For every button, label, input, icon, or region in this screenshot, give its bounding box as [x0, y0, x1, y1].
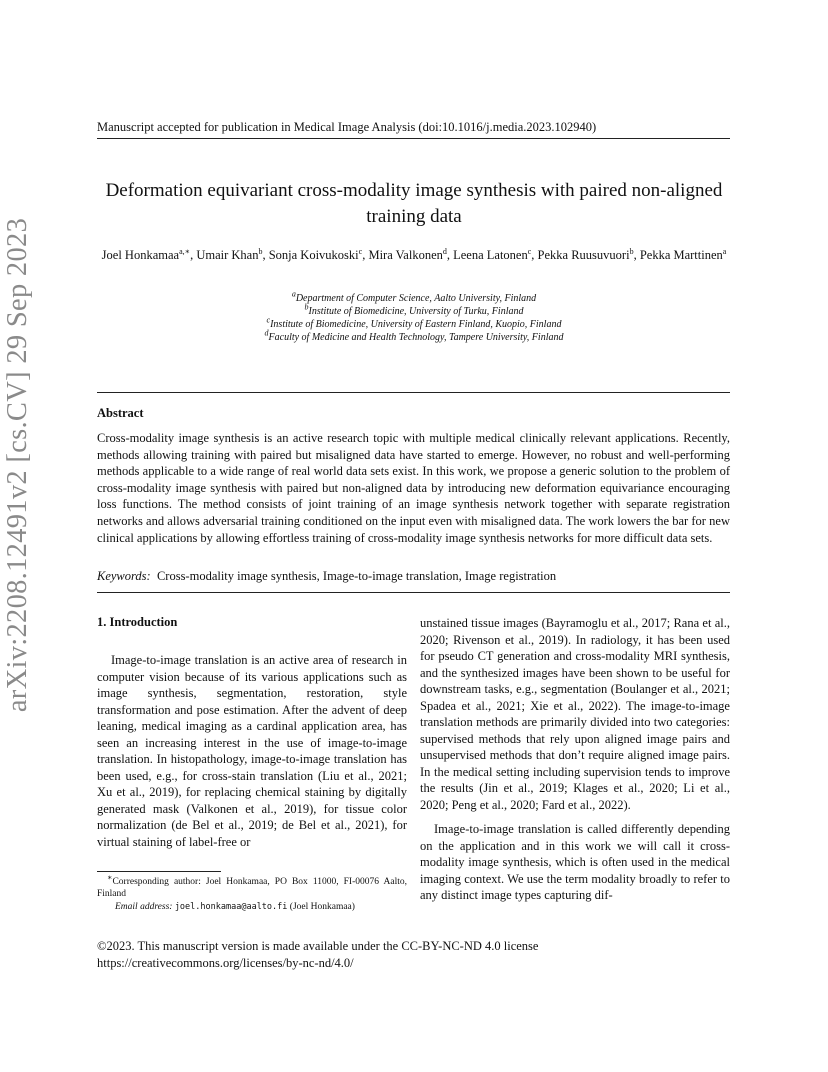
keywords-text: Cross-modality image synthesis, Image-to-image translation, Image registration [156, 569, 557, 583]
author-separator: , [362, 248, 369, 262]
footnote-mark: ∗ [107, 872, 113, 882]
affiliation-mark: c [266, 315, 271, 325]
abstract-heading: Abstract [97, 406, 144, 420]
author [640, 248, 727, 262]
author-separator: , [190, 248, 197, 262]
abstract-bottom-rule [97, 592, 730, 593]
keywords [97, 569, 730, 584]
author-separator: , [531, 248, 538, 262]
author-affiliation-mark: c [358, 246, 363, 256]
affiliation-list [97, 289, 731, 344]
author-separator: , [446, 248, 454, 262]
author-affiliation-mark: b [629, 246, 634, 256]
affiliation-mark: a [291, 289, 296, 299]
author [538, 248, 640, 262]
affiliation-mark: b [304, 302, 309, 312]
footnote-text: Corresponding author: Joel Honkamaa, PO Box 11000, FI-00076 Aalto, Finland [97, 877, 407, 899]
author-name: Mira Valkonen [368, 248, 443, 262]
author-affiliation-mark: b [258, 246, 263, 256]
paper-title: Deformation equivariant cross-modality image synthesis with paired non-aligned training data [105, 180, 723, 227]
author-name: Pekka Marttinen [639, 248, 723, 262]
journal-header: Manuscript accepted for publication in Medical Image Analysis (doi:10.1016/j.media.2023.102940) [97, 119, 730, 139]
affiliation [97, 302, 731, 318]
author-name: Pekka Ruusuvuori [537, 248, 630, 262]
author [453, 248, 537, 262]
license-line: ©2023. This manuscript version is made available under the CC-BY-NC-ND 4.0 license [97, 939, 539, 953]
intro-paragraph-1: Image-to-image translation is an active area of research in computer vision because of its various applications such as image synthesis, segmentation, restoration, style transformation and pose estimation. After the advent of deep leaning, medical imaging as a cardinal application area, has seen an increasing interest in the use of image-to-image translation. In histopathology, image-to-image translation has been used, e.g., for cross-stain translation (Liu et al., 2021; Xu et al., 2019), for replacing chemical staining by digitally generated mask (Valkonen et al., 2019), for tissue color normalization (de Bel et al., 2019; de Bel et al., 2021), for virtual staining of label-free or [97, 653, 407, 849]
footnote-rule [97, 871, 221, 872]
intro-paragraph-1-continued: unstained tissue images (Bayramoglu et al., 2017; Rana et al., 2020; Rivenson et al., 2019). In radiology, it has been used for pseudo CT generation and cross-modality MRI synthesis, and the synthesized images have been shown to be useful for downstream tasks, e.g., segmentation (Boulanger et al., 2021; Spadea et al., 2021; Xie et al., 2022). The image-to-image translation methods are primarily divided into two categories: supervised methods that rely upon aligned image pairs and unsupervised methods that don’t require aligned image pairs. In the medical setting including supervision tends to improve the results (Jin et al., 2019; Klages et al., 2020; Li et al., 2020; Peng et al., 2020; Fard et al., 2022). [420, 616, 730, 812]
affiliation [97, 289, 731, 305]
affiliation-text: Institute of Biomedicine, University of Turku, Finland [308, 306, 524, 317]
right-column [420, 615, 730, 904]
affiliation [97, 315, 731, 331]
footnote [97, 872, 407, 913]
author [196, 248, 268, 262]
arxiv-identifier: arXiv:2208.12491v2 [cs.CV] 29 Sep 2023 [2, 217, 33, 713]
author-name: Sonja Koivukoski [268, 248, 359, 262]
affiliation-text: Faculty of Medicine and Health Technology, Tampere University, Finland [268, 332, 564, 343]
email-label: Email address: [115, 902, 173, 912]
author [269, 248, 369, 262]
author-name: Leena Latonen [453, 248, 528, 262]
affiliation-mark: d [264, 328, 269, 338]
author-affiliation-mark: a [722, 246, 727, 256]
author-separator: , [633, 248, 640, 262]
author-name: Umair Khan [196, 248, 259, 262]
abstract-text: Cross-modality image synthesis is an active research topic with multiple medical clinically relevant applications. Recently, methods allowing training with paired but misaligned data have started to emerge. However, no robust and well-performing methods applicable to a wide range of real world data sets exist. In this work, we propose a generic solution to the problem of cross-modality image synthesis with paired but non-aligned data by introducing new deformation equivariance encouraging loss functions. The method consists of joint training of an image synthesis network together with separate registration networks and allows adversarial training conditioned on the input even with misaligned data. The work lowers the bar for new clinical applications by allowing effortless training of cross-modality image synthesis networks for more difficult data sets. [97, 431, 730, 545]
license-notice [97, 938, 657, 972]
author [368, 248, 453, 262]
affiliation [97, 328, 731, 344]
section-heading: 1. Introduction [97, 615, 178, 629]
abstract-top-rule [97, 392, 730, 393]
email-address[interactable]: joel.honkamaa@aalto.fi [174, 902, 288, 912]
author-affiliation-mark: a,∗ [179, 246, 191, 256]
author [102, 248, 197, 262]
keywords-label: Keywords: [97, 569, 151, 583]
left-column [97, 652, 407, 850]
author-affiliation-mark: d [442, 246, 447, 256]
author-list [97, 247, 731, 264]
author-affiliation-mark: c [527, 246, 532, 256]
license-url[interactable]: https://creativecommons.org/licenses/by-nc-nd/4.0/ [97, 956, 354, 970]
email-owner: (Joel Honkamaa) [289, 902, 355, 912]
affiliation-text: Institute of Biomedicine, University of Eastern Finland, Kuopio, Finland [270, 319, 562, 330]
author-separator: , [262, 248, 269, 262]
affiliation-text: Department of Computer Science, Aalto University, Finland [295, 293, 537, 304]
author-name: Joel Honkamaa [101, 248, 180, 262]
intro-paragraph-2: Image-to-image translation is called differently depending on the application and in this work we will call it cross-modality image synthesis, which is often used in the medical imaging context. We use the term modality broadly to refer to any distinct image types capturing dif- [420, 822, 730, 902]
